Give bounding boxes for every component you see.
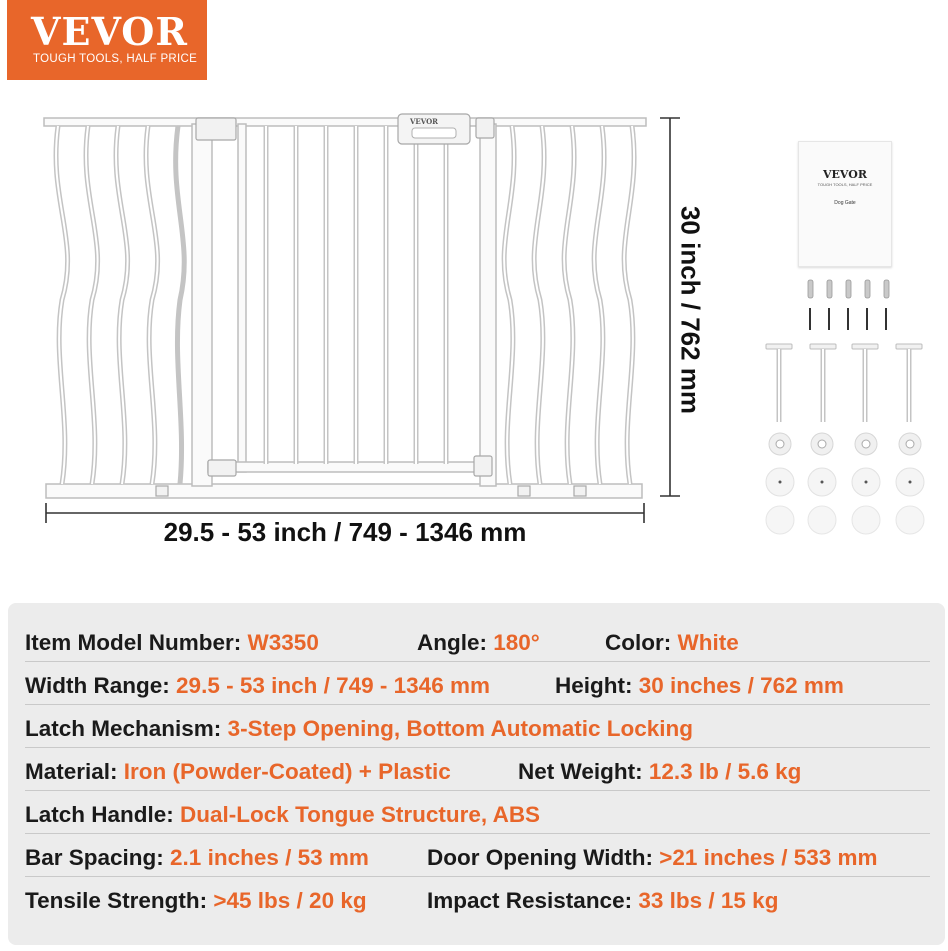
spec-label: Material: — [25, 759, 118, 784]
rubber-pads — [766, 468, 924, 496]
gate-latch-handle — [398, 114, 470, 144]
spec-item — [427, 845, 878, 871]
spec-label: Latch Mechanism: — [25, 716, 222, 741]
spec-label: Tensile Strength: — [25, 888, 208, 913]
spec-value: 30 inches / 762 mm — [638, 673, 844, 698]
spec-label: Width Range: — [25, 673, 170, 698]
gate-door-bars-inner — [266, 126, 446, 464]
gate-left-extension-bars — [56, 126, 184, 484]
spec-item — [555, 673, 844, 699]
spec-value: 180° — [493, 630, 540, 655]
spec-row — [25, 619, 930, 662]
spec-label: Impact Resistance: — [427, 888, 633, 913]
spec-item — [25, 845, 369, 871]
spec-value: Dual-Lock Tongue Structure, ABS — [180, 802, 541, 827]
spec-row — [25, 791, 930, 834]
spec-label: Latch Handle: — [25, 802, 174, 827]
manual-product: Dog Gate — [834, 200, 856, 206]
screws — [810, 308, 886, 330]
spec-label: Item Model Number: — [25, 630, 242, 655]
manual-tagline: TOUGH TOOLS, HALF PRICE — [817, 182, 873, 187]
gate-left-extension-bars-inner — [56, 126, 158, 484]
spec-label: Net Weight: — [518, 759, 643, 784]
spec-item — [427, 888, 778, 914]
spec-label: Angle: — [417, 630, 487, 655]
spec-item — [25, 802, 540, 828]
gate-right-extension-bars — [504, 126, 634, 484]
gate-illustration — [0, 100, 700, 540]
pressure-bolts — [766, 344, 922, 422]
spec-row — [25, 834, 930, 877]
manual-brand: VEVOR — [823, 168, 867, 181]
spec-item — [605, 630, 739, 656]
specifications-panel — [8, 603, 945, 945]
spec-item — [25, 630, 319, 656]
spec-value: >21 inches / 533 mm — [659, 845, 878, 870]
vevor-logo — [7, 0, 207, 80]
spec-value: 29.5 - 53 inch / 749 - 1346 mm — [176, 673, 490, 698]
spec-row — [25, 705, 930, 748]
spec-item — [25, 673, 490, 699]
spec-row — [25, 748, 930, 791]
spec-row — [25, 877, 930, 919]
spec-item — [25, 716, 693, 742]
spec-item — [25, 759, 451, 785]
hardware-parts — [750, 270, 940, 540]
gate-hinges — [156, 118, 586, 496]
spec-value: W3350 — [247, 630, 319, 655]
wall-cups — [769, 433, 921, 455]
spec-label: Height: — [555, 673, 633, 698]
spec-value: 33 lbs / 15 kg — [638, 888, 779, 913]
adhesive-pads — [766, 506, 924, 534]
spec-label: Door Opening Width: — [427, 845, 653, 870]
wall-anchors — [808, 280, 889, 298]
spec-item — [417, 630, 540, 656]
logo-tagline: TOUGH TOOLS, HALF PRICE — [33, 53, 198, 65]
wall-cup-holes — [776, 440, 914, 448]
spec-value: >45 lbs / 20 kg — [213, 888, 367, 913]
gate-frame — [44, 118, 646, 498]
spec-value: 3-Step Opening, Bottom Automatic Locking — [227, 716, 693, 741]
instruction-manual — [798, 141, 892, 267]
spec-value: 12.3 lb / 5.6 kg — [648, 759, 802, 784]
spec-label: Bar Spacing: — [25, 845, 164, 870]
spec-label: Color: — [605, 630, 672, 655]
spec-item — [25, 888, 367, 914]
spec-value: White — [677, 630, 739, 655]
spec-row — [25, 662, 930, 705]
width-dimension-label: 29.5 - 53 inch / 749 - 1346 mm — [163, 517, 527, 547]
logo-brand: VEVOR — [31, 9, 188, 54]
spec-value: Iron (Powder-Coated) + Plastic — [123, 759, 451, 784]
spec-item — [518, 759, 801, 785]
gate-brand-label: VEVOR — [410, 117, 438, 126]
spec-value: 2.1 inches / 53 mm — [170, 845, 369, 870]
rubber-pad-dots — [779, 481, 912, 484]
height-dimension-label: 30 inch / 762 mm — [675, 205, 706, 415]
